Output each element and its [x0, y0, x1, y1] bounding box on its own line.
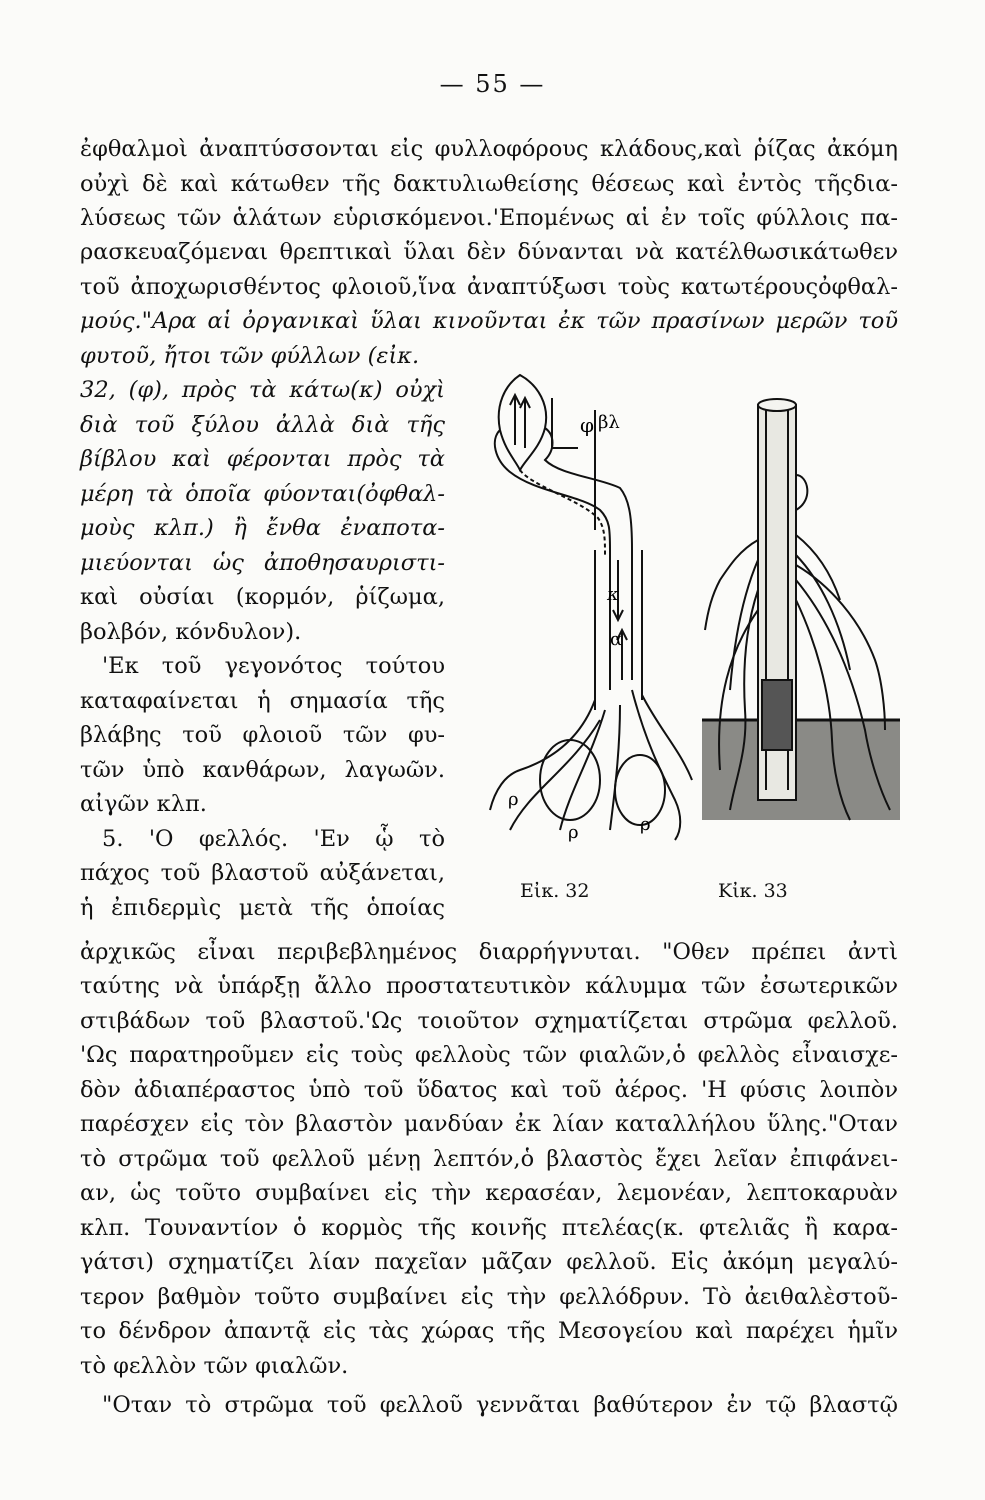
figure-label: βλ: [598, 412, 620, 433]
figure-label: κ: [607, 584, 619, 605]
text-line: αν, ὡς τοῦτο συμβαίνει εἰς τὴν κερασέαν, λεμονέαν, λεπτοκαρυὰν: [80, 1180, 898, 1206]
text-line: καὶ οὐσίαι (κορμόν, ῥίζωμα,: [80, 584, 445, 610]
text-line: ταύτης νὰ ὑπάρξῃ ἄλλο προστατευτικὸν κάλυμμα τῶν ἐσωτερικῶν: [80, 973, 898, 999]
text-line: κλπ. Τουναντίον ὁ κορμὸς τῆς κοινῆς πτελέας(κ. φτελιᾶς ἢ καρα-: [80, 1215, 898, 1241]
text-line: 32, (φ), πρὸς τὰ κάτω(κ) οὐχὶ: [80, 377, 445, 403]
figure-label: α: [610, 629, 623, 650]
text-line: βίβλου καὶ φέρονται πρὸς τὰ: [80, 446, 445, 472]
text-line: φυτοῦ, ἤτοι τῶν φύλλων (εἰκ.: [80, 343, 420, 369]
text-line: γάτσι) σχηματίζει λίαν παχεῖαν μᾶζαν φελλοῦ. Εἰς ἀκόμη μεγαλύ-: [80, 1249, 898, 1275]
text-line: 'Εκ τοῦ γεγονότος τούτου: [102, 653, 445, 679]
figure-32-caption: Εἰκ. 32: [520, 880, 590, 902]
text-line: τῶν ὑπὸ κανθάρων, λαγωῶν.: [80, 757, 445, 783]
figure-label: ρ: [640, 814, 651, 835]
text-line: αἰγῶν κλπ.: [80, 791, 207, 817]
text-line: στιβάδων τοῦ βλαστοῦ.'Ως τοιοῦτον σχηματίζεται στρῶμα φελλοῦ.: [80, 1008, 898, 1034]
text-line: τὸ στρῶμα τοῦ φελλοῦ μένῃ λεπτόν,ὁ βλαστὸς ἔχει λεῖαν ἐπιφάνει-: [80, 1146, 898, 1172]
text-line: βολβόν, κόνδυλον).: [80, 619, 302, 645]
text-line: "Οταν τὸ στρῶμα τοῦ φελλοῦ γεννᾶται βαθύτερον ἐν τῷ βλαστῷ: [102, 1392, 898, 1418]
figure-label: ρ: [568, 822, 579, 843]
text-line: τερον βαθμὸν τοῦτο συμβαίνει εἰς τὴν φελλόδρυν. Τὸ ἀειθαλὲστοῦ-: [80, 1284, 898, 1310]
figure-label: ρ: [508, 789, 519, 810]
text-line: ρασκευαζόμεναι θρεπτικαὶ ὕλαι δὲν δύνανται νὰ κατέλθωσικάτωθεν: [80, 239, 898, 265]
text-line: τοῦ ἀποχωρισθέντος φλοιοῦ,ἵνα ἀναπτύξωσι τοὺς κατωτέρουςὀφθαλ-: [80, 274, 898, 300]
figure-33-caption: Κἰκ. 33: [718, 880, 788, 902]
text-line: λύσεως τῶν ἁλάτων εὑρισκόμενοι.'Επομένως αἱ ἐν τοῖς φύλλοις πα-: [80, 205, 898, 231]
text-line: παρέσχεν εἰς τὸν βλαστὸν μανδύαν ἐκ λίαν καταλλήλου ὕλης."Οταν: [80, 1111, 898, 1137]
text-line: μούς."Αρα αἱ ὀργανικαὶ ὕλαι κινοῦνται ἐκ τῶν πρασίνων μερῶν τοῦ: [80, 308, 898, 334]
text-line: διὰ τοῦ ξύλου ἀλλὰ διὰ τῆς: [80, 412, 445, 438]
text-line: βλάβης τοῦ φλοιοῦ τῶν φυ-: [80, 722, 445, 748]
text-line: τὸ φελλὸν τῶν φιαλῶν.: [80, 1353, 349, 1379]
section-heading-line: 5. 'Ο φελλός. 'Εν ᾧ τὸ: [102, 826, 445, 852]
text-line: 'Ως παρατηροῦμεν εἰς τοὺς φελλοὺς τῶν φιαλῶν,ὁ φελλὸς εἶναισχε-: [80, 1042, 898, 1068]
text-line: καταφαίνεται ἡ σημασία τῆς: [80, 688, 445, 714]
text-line: ἡ ἐπιδερμὶς μετὰ τῆς ὁποίας: [80, 895, 445, 921]
text-line: το δένδρον ἀπαντᾷ εἰς τὰς χώρας τῆς Μεσογείου καὶ παρέχει ἡμῖν: [80, 1318, 898, 1344]
text-line: δὸν ἀδιαπέραστος ὑπὸ τοῦ ὕδατος καὶ τοῦ ἀέρος. 'Η φύσις λοιπὸν: [80, 1077, 898, 1103]
text-line: ἀρχικῶς εἶναι περιβεβλημένος διαρρήγνυται. "Οθεν πρέπει ἀντὶ: [80, 939, 898, 965]
text-line: μέρη τὰ ὁποῖα φύονται(ὀφθαλ-: [80, 481, 445, 507]
text-line: οὐχὶ δὲ καὶ κάτωθεν τῆς δακτυλιωθείσης θέσεως καὶ ἐντὸς τῆςδια-: [80, 171, 898, 197]
text-line: πάχος τοῦ βλαστοῦ αὐξάνεται,: [80, 860, 445, 886]
page-number: — 55 —: [439, 70, 546, 98]
figure-33-cutting-diagram: [690, 390, 905, 830]
text-line: μιεύονται ὡς ἀποθησαυριστι-: [80, 550, 445, 576]
figure-label: φ: [580, 413, 595, 437]
figure-32-plant-diagram: [460, 360, 700, 850]
text-line: ἐφθαλμοὶ ἀναπτύσσονται εἰς φυλλοφόρους κλάδους,καὶ ῥίζας ἀκόμη: [80, 136, 898, 162]
text-line: μοὺς κλπ.) ἢ ἔνθα ἐναποτα-: [80, 515, 445, 541]
